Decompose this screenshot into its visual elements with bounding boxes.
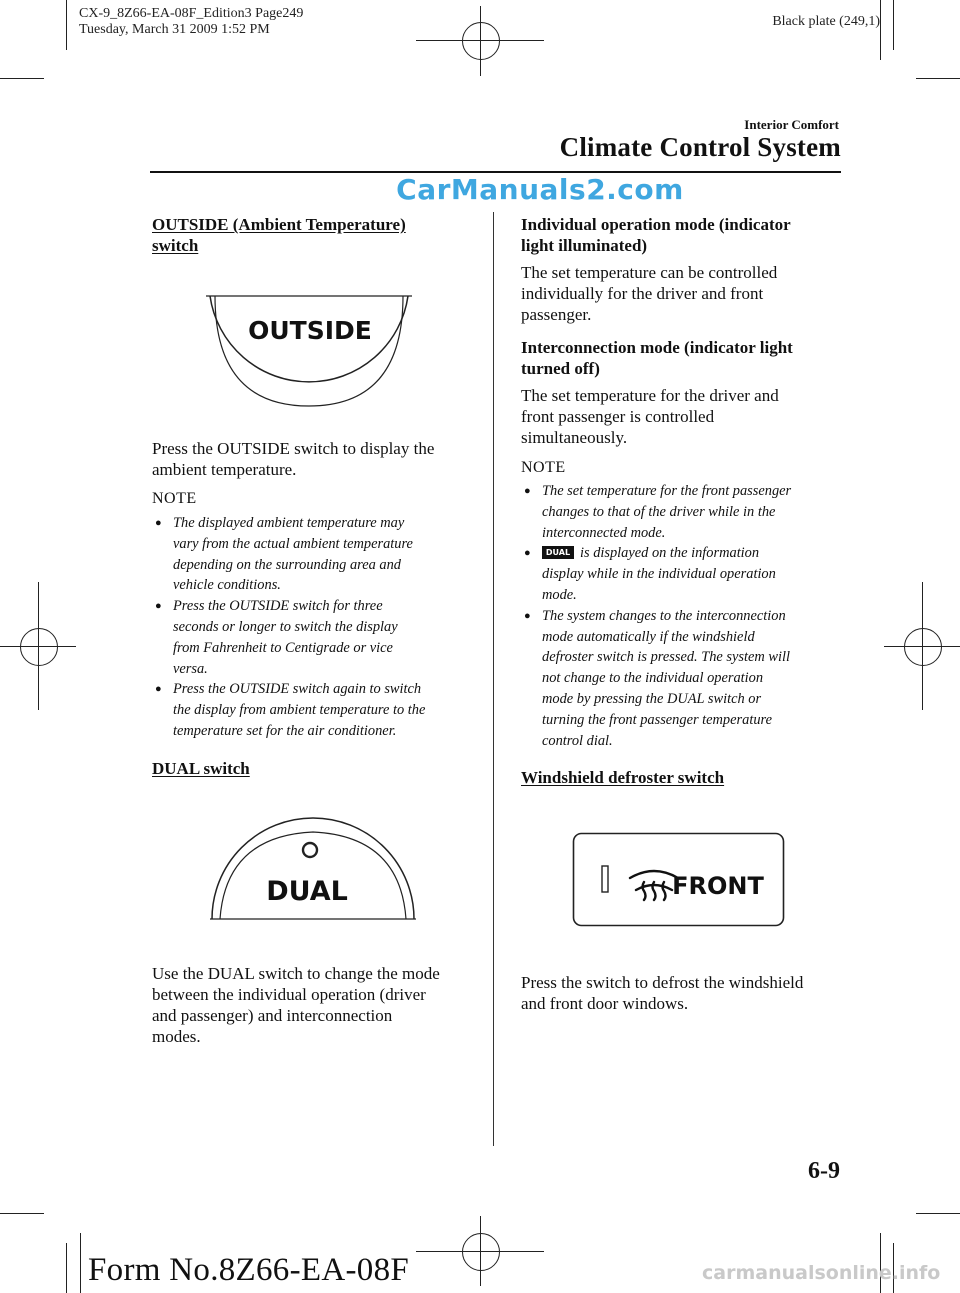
bullet-icon: ● <box>524 609 531 622</box>
note-item: ● DUAL is displayed on the information display while in the individual operation mode. <box>524 545 776 603</box>
section-category: Interior Comfort <box>744 117 839 132</box>
dual-indicator-icon: DUAL <box>542 546 574 559</box>
outside-heading-line1: OUTSIDE (Ambient Temperature) <box>152 215 406 234</box>
outside-description-line1: Press the OUTSIDE switch to display the <box>152 439 435 458</box>
bullet-icon: ● <box>155 600 162 613</box>
defroster-switch-label: FRONT <box>672 872 764 900</box>
defroster-switch-illustration <box>572 832 786 928</box>
defroster-description: Press the switch to defrost the windshield and front door windows. <box>521 973 804 1013</box>
dual-heading: DUAL switch <box>152 759 250 778</box>
note-item: ● Press the OUTSIDE switch for three seconds or longer to switch the display from Fahrenheit to Centigrade or vice versa. <box>155 598 398 677</box>
mode-note-label: NOTE <box>521 459 566 476</box>
individual-mode-heading: Individual operation mode (indicator light illuminated) <box>521 215 791 255</box>
mode-notes <box>521 481 851 751</box>
note-item: ● The set temperature for the front passenger changes to that of the driver while in the interconnected mode. <box>524 483 792 541</box>
outside-heading <box>152 214 477 256</box>
indicator-light-icon <box>303 843 317 857</box>
bullet-icon: ● <box>155 683 162 696</box>
outside-heading-line2: switch <box>152 236 199 255</box>
dual-switch-label: DUAL <box>266 876 348 907</box>
watermark-logo: CarManuals2.com <box>396 173 684 206</box>
note-item: ● The system changes to the interconnection mode automatically if the windshield defroster switch is pressed. The system will not change to the individual operation mode by pressing the DUAL switch or turning the front passenger temperature control dial. <box>524 607 790 749</box>
interconnection-mode-heading: Interconnection mode (indicator light turned off) <box>521 338 793 378</box>
bullet-icon: ● <box>155 517 162 529</box>
note-item: ● Press the OUTSIDE switch again to switch the display from ambient temperature to the temperature set for the air conditioner. <box>155 681 426 739</box>
outside-note-label: NOTE <box>152 490 197 507</box>
defroster-heading: Windshield defroster switch <box>521 768 725 787</box>
plate-date-line: Tuesday, March 31 2009 1:52 PM <box>79 22 270 37</box>
outside-description-line2: ambient temperature. <box>152 460 297 479</box>
bullet-icon: ● <box>524 485 531 497</box>
outside-switch-illustration <box>204 294 414 414</box>
section-title: Climate Control System <box>559 132 841 162</box>
column-divider <box>493 212 494 1146</box>
outside-switch-label: OUTSIDE <box>248 316 372 345</box>
black-plate-label: Black plate (249,1) <box>772 14 880 29</box>
left-column <box>152 214 477 256</box>
interconnection-mode-description: The set temperature for the driver and front passenger is controlled simultaneously. <box>521 386 779 447</box>
dual-switch-illustration <box>208 812 418 922</box>
plate-info <box>79 6 303 38</box>
plate-doc-line: CX-9_8Z66-EA-08F_Edition3 Page249 <box>79 6 304 21</box>
outside-notes <box>152 513 482 742</box>
outside-description <box>152 438 482 480</box>
form-number: Form No.8Z66-EA-08F <box>88 1252 410 1288</box>
dual-description: Use the DUAL switch to change the mode between the individual operation (driver and passenger) and interconnection modes. <box>152 964 440 1046</box>
page-number: 6-9 <box>808 1158 840 1184</box>
footer-site-watermark: carmanualsonline.info <box>702 1262 941 1284</box>
note-item: ● The displayed ambient temperature may vary from the actual ambient temperature depending on the surrounding area and vehicle conditions. <box>155 515 413 594</box>
individual-mode-description: The set temperature can be controlled individually for the driver and front passenger. <box>521 263 778 324</box>
bullet-icon: ● <box>524 547 531 560</box>
